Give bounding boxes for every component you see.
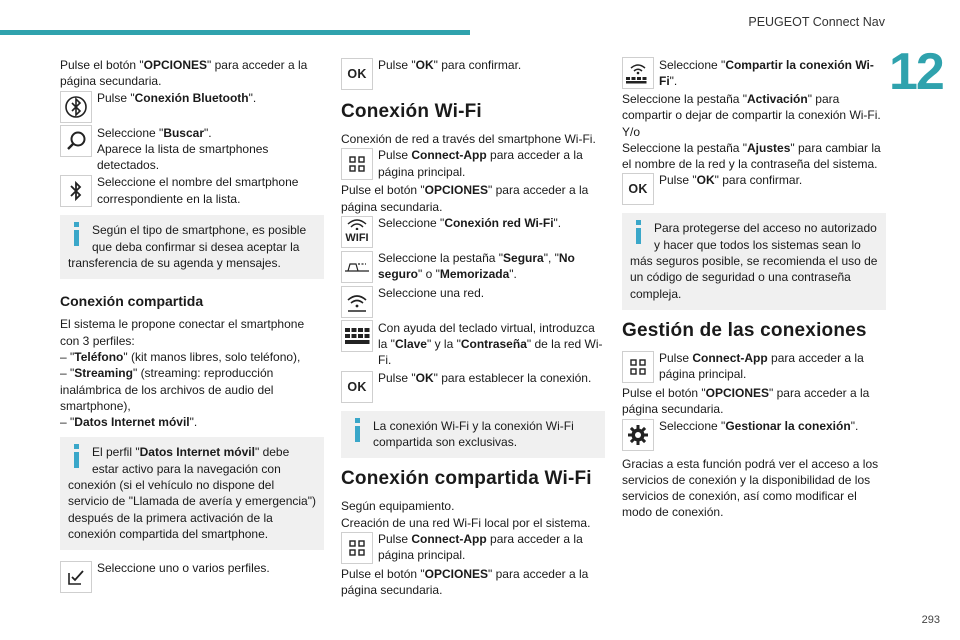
step-select-network: Seleccione una red. [341, 285, 605, 319]
checkbox-icon [60, 561, 92, 593]
bluetooth-menu-icon [60, 91, 92, 123]
paragraph: Seleccione la pestaña "Ajustes" para cambiar la el nombre de la red y la contraseña del sistema. [622, 140, 881, 172]
step-ok-confirm: OK Pulse "OK" para confirmar. [622, 172, 886, 206]
step-enter-password: Con ayuda del teclado virtual, introduzca la "Clave" y la "Contraseña" de la red Wi-Fi. [341, 320, 605, 369]
section-heading: Conexión compartida Wi-Fi [341, 468, 592, 490]
step-search: Seleccione "Buscar". Aparece la lista de smartphones detectados. [60, 125, 324, 174]
wifi-icon: WIFI [341, 216, 373, 248]
step-manage-connection: Seleccione "Gestionar la conexión". [622, 418, 886, 452]
paragraph: Pulse el botón "OPCIONES" para acceder a la página secundaria. [341, 566, 589, 598]
paragraph: Pulse el botón "OPCIONES" para acceder a la página secundaria. [341, 183, 589, 214]
header-title: PEUGEOT Connect Nav [748, 15, 885, 29]
paragraph: Según equipamiento. [341, 499, 455, 514]
paragraph: Seleccione la pestaña "Activación" para compartir o dejar de compartir la conexión Wi-Fi. [622, 92, 881, 123]
step-wifi-network: WIFI Seleccione "Conexión red Wi-Fi". [341, 215, 605, 249]
column-2 [341, 57, 605, 599]
column-3 [622, 57, 886, 521]
list-item: – "Teléfono" (kit manos libres, solo teléfono), [60, 349, 301, 364]
section-heading: Conexión compartida [60, 293, 204, 310]
tabs-icon [341, 251, 373, 283]
ok-icon: OK [622, 173, 654, 205]
info-icon [68, 222, 88, 246]
paragraph: Gracias a esta función podrá ver el acceso a los servicios de conexión y la disponibilidad de los servicios de conexión, así como modificar el modo de conexión. [622, 456, 879, 520]
paragraph: El sistema le propone conectar el smartphone con 3 perfiles: [60, 317, 305, 348]
paragraph: Pulse el botón "OPCIONES" para acceder a la página secundaria. [60, 58, 308, 89]
header-accent-bar [0, 30, 470, 35]
keyboard-icon [341, 320, 373, 352]
paragraph: Y/o [622, 124, 641, 139]
step-share-wifi: Seleccione "Compartir la conexión Wi-Fi". [622, 57, 886, 90]
apps-grid-icon [341, 148, 373, 180]
info-icon [349, 418, 369, 442]
chapter-number: 12 [889, 43, 943, 101]
section-heading: Conexión Wi-Fi [341, 101, 482, 122]
step-select-profiles: Seleccione uno o varios perfiles. [60, 560, 324, 594]
apps-grid-icon [341, 532, 373, 564]
info-note: Según el tipo de smartphone, es posible que deba confirmar si desea aceptar la transferencia de su agenda y mensajes. [60, 215, 324, 279]
paragraph: Conexión de red a través del smartphone Wi-Fi. [341, 132, 596, 146]
apps-grid-icon [622, 351, 654, 383]
step-bluetooth-connection: Pulse "Conexión Bluetooth". [60, 90, 324, 124]
step-ok-confirm: OK Pulse "OK" para confirmar. [341, 57, 605, 91]
step-select-smartphone: Seleccione el nombre del smartphone correspondiente en la lista. [60, 174, 324, 208]
step-connect-app: Pulse Connect-App para acceder a la página principal. [341, 531, 605, 565]
step-select-tab: Seleccione la pestaña "Segura", "No seguro" o "Memorizada". [341, 250, 605, 284]
column-1 [60, 57, 324, 595]
info-note: El perfil "Datos Internet móvil" debe estar activo para la navegación con conexión (si el vehículo no dispone del servicio de "Llamada de avería y emergencia") después de la primera activación de la conexión compartida del smartphone. [60, 437, 324, 550]
gear-icon [622, 419, 654, 451]
ok-icon: OK [341, 58, 373, 90]
info-icon [68, 444, 88, 468]
info-note: Para protegerse del acceso no autorizado y hacer que todos los sistemas sean lo más seguros posible, se recomienda el uso de un código de seguridad o una contraseña compleja. [622, 213, 886, 309]
paragraph: Creación de una red Wi-Fi local por el sistema. [341, 515, 591, 530]
info-icon [630, 220, 650, 244]
step-ok-connect: OK Pulse "OK" para establecer la conexión. [341, 370, 605, 404]
bluetooth-icon [60, 175, 92, 207]
list-item: – "Datos Internet móvil". [60, 415, 198, 430]
list-item: – "Streaming" (streaming: reproducción inalámbrica de los archivos de audio del smartphone), [60, 366, 274, 413]
share-connection-icon [622, 57, 654, 89]
section-heading: Gestión de las conexiones [622, 319, 867, 341]
page-number: 293 [921, 614, 940, 626]
search-icon [60, 125, 92, 157]
ok-icon: OK [341, 371, 373, 403]
info-note: La conexión Wi-Fi y la conexión Wi-Fi compartida son exclusivas. [341, 411, 605, 459]
paragraph: Pulse el botón "OPCIONES" para acceder a la página secundaria. [622, 385, 870, 417]
step-connect-app: Pulse Connect-App para acceder a la página principal. [622, 350, 886, 384]
step-connect-app: Pulse Connect-App para acceder a la página principal. [341, 147, 605, 181]
wifi-list-icon [341, 286, 373, 318]
